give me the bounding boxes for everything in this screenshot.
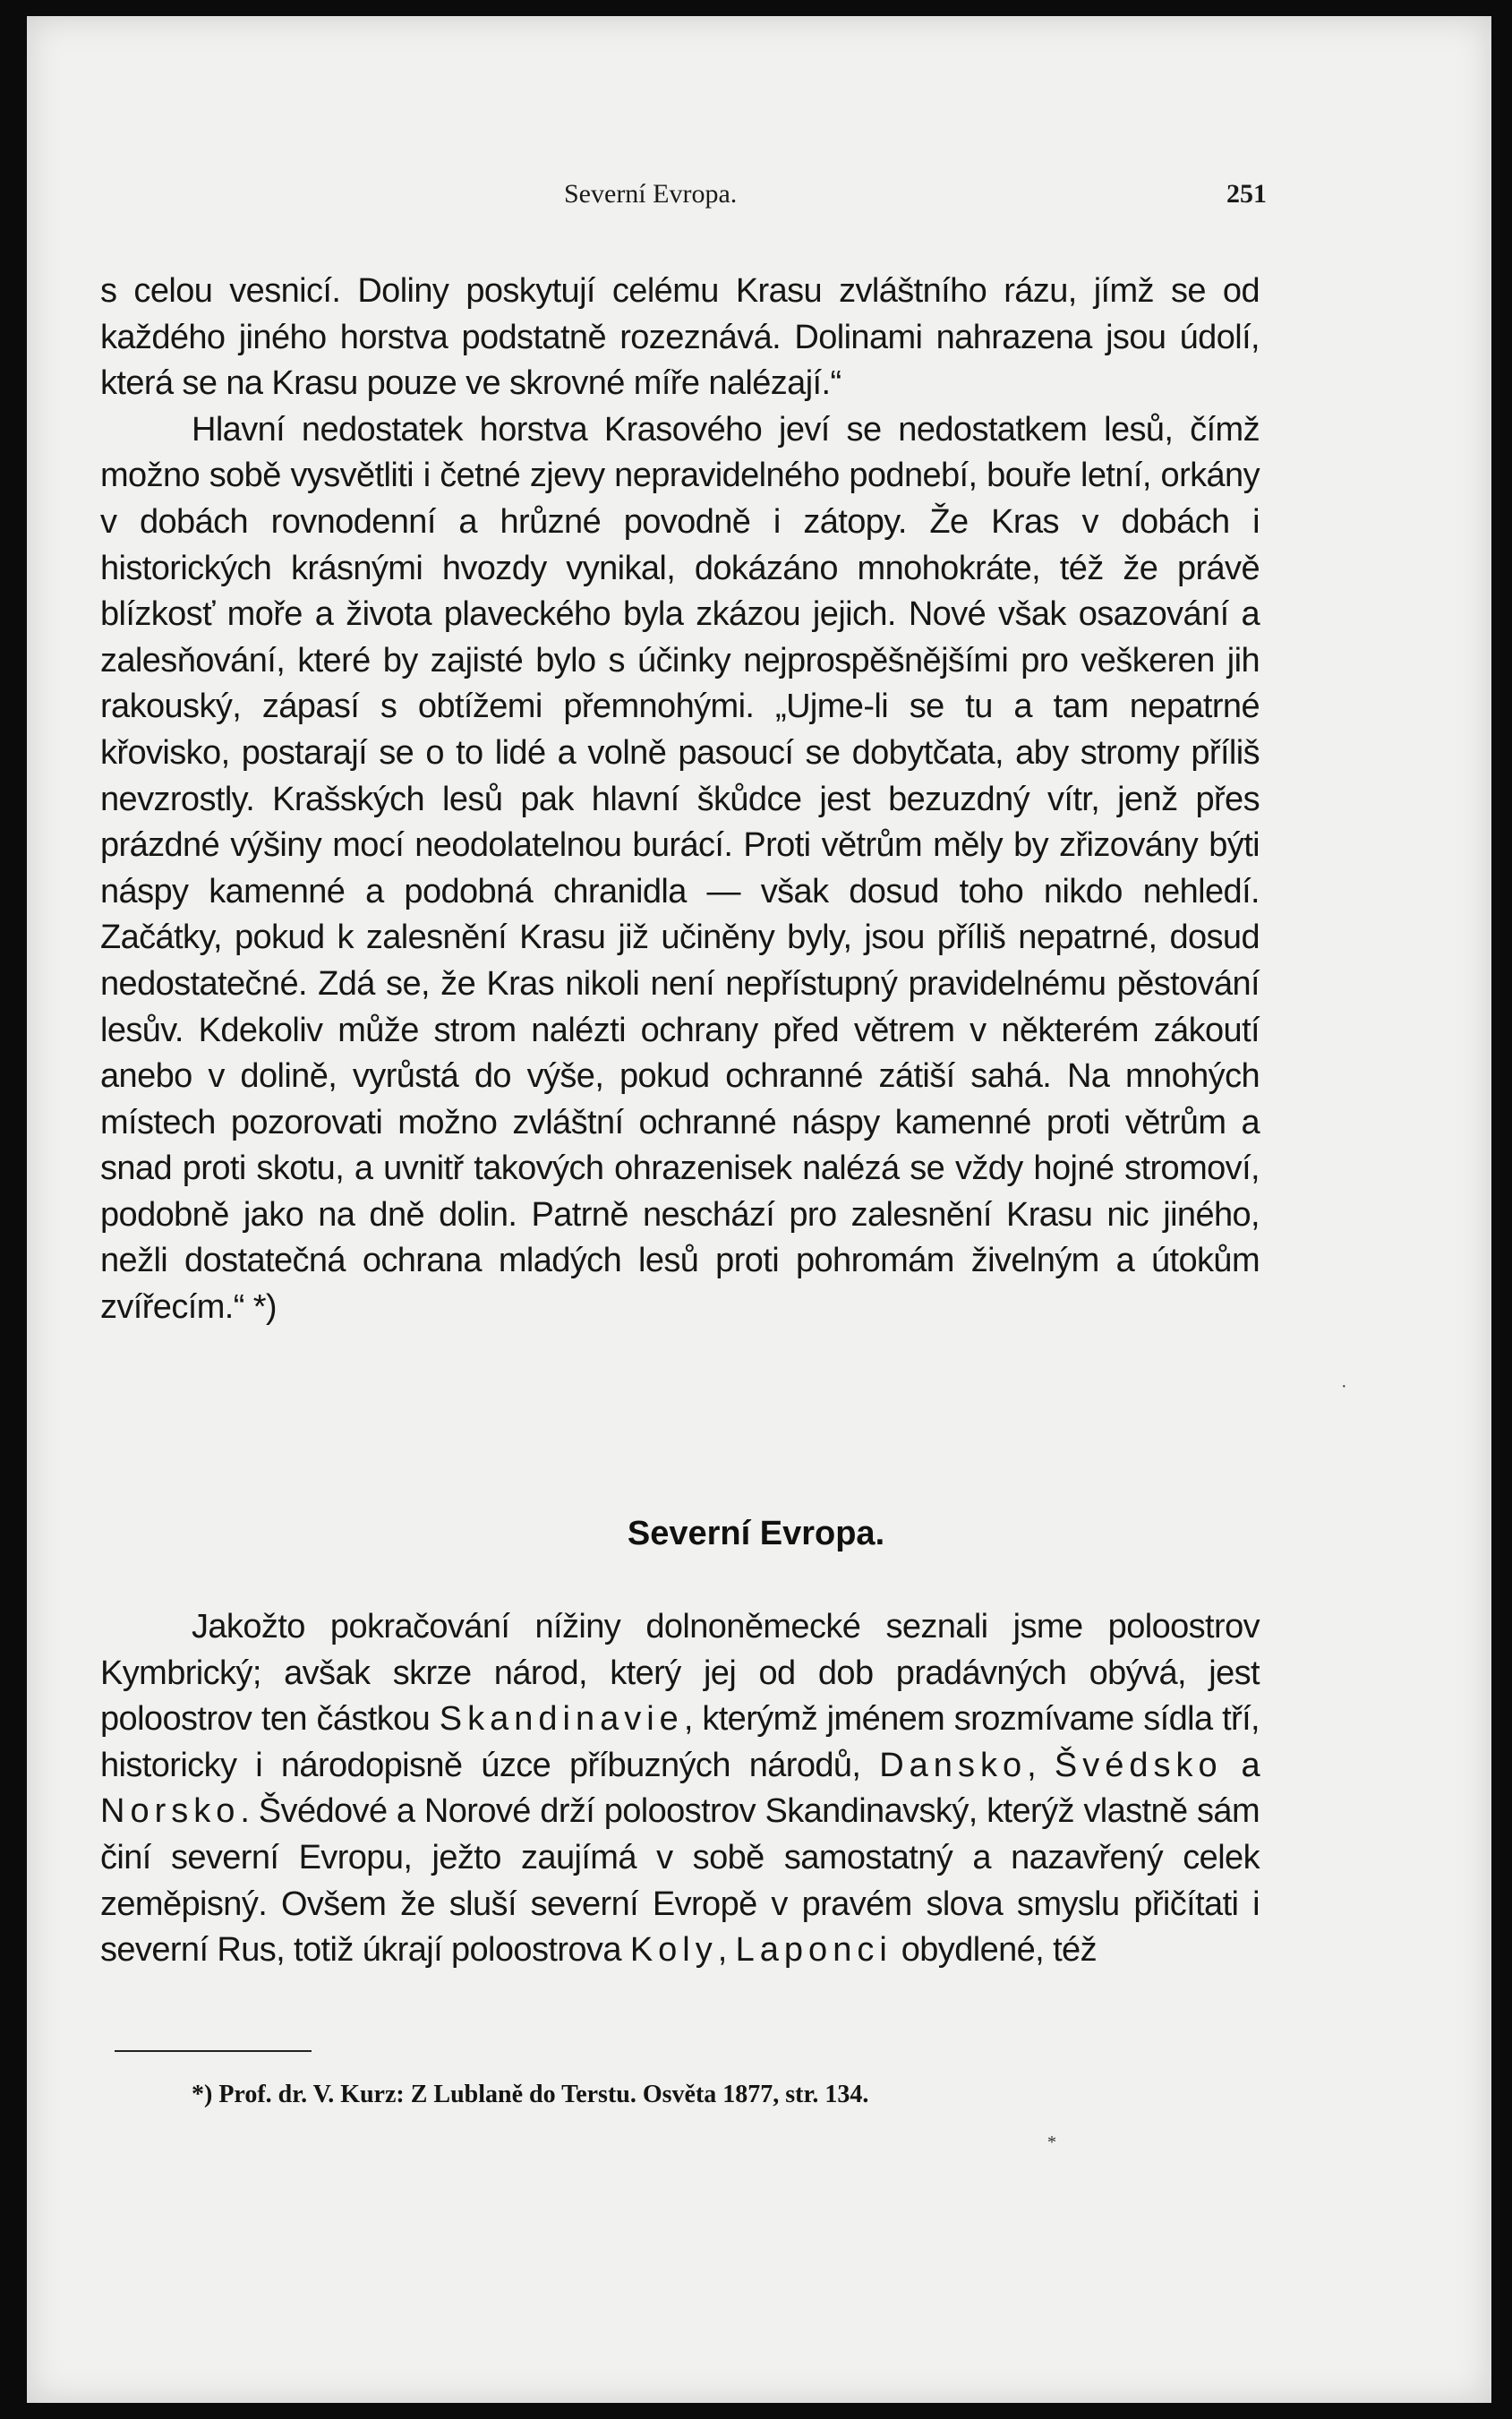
section-heading: Severní Evropa. [627, 1515, 885, 1552]
text-run: , kterýmž jménem srozmívame sídla tří, historicky i národopisně úzce příbuzných národů, [100, 1700, 1260, 1784]
footnote: *) Prof. dr. V. Kurz: Z Lublaně do Terstu. Osvěta 1877, str. 134. [192, 2081, 869, 2108]
text-run: . Švédové a Norové drží poloostrov Skandinavský, kterýž vlastně sám činí severní Evropu, ježto zaujímá v sobě samostatný a nazavřený celek zeměpisný. Ovšem že sluší severní Evropě v pravém slova smyslu přičítati i severní Rus, totiž úkrají poloostrova [100, 1792, 1260, 1970]
section-text [100, 1604, 1260, 1974]
spaced-term-scandinavia: Skandinavie [439, 1700, 684, 1739]
text-run: a [1222, 1746, 1260, 1784]
spaced-term-dansko: Dansko [879, 1746, 1028, 1784]
spaced-term-svedsko: Švédsko [1054, 1746, 1223, 1784]
text-run: obydlené, též [892, 1931, 1097, 1970]
footnote-rule [115, 2050, 312, 2052]
speck-mark: · [1341, 1377, 1347, 1397]
main-text [100, 269, 1260, 1331]
paragraph-northern-europe [100, 1604, 1260, 1974]
paragraph-continuation: s celou vesnicí. Doliny poskytují celému Krasu zvláštního rázu, jímž se od každého jiného horstva podstatně rozeznává. Dolinami nahrazena jsou údolí, která se na Krasu pouze ve skrovné míře nalézají.“ [100, 272, 1260, 403]
page-number: 251 [1226, 179, 1267, 209]
speck-mark: * [1047, 2133, 1056, 2152]
text-run: , [717, 1931, 736, 1970]
paragraph-karst-forests: Hlavní nedostatek horstva Krasového jeví se nedostatkem lesů, čímž možno sobě vysvětliti i četné zjevy nepravidelného podnebí, bouře letní, orkány v dobách rovnodenní a hrůzné povodně i zátopy. Že Kras v dobách i historických krásnými hvozdy vynikal, dokázáno mnohokráte, též že právě blízkosť moře a života plaveckého byla zkázou jejich. Nové však osazování a zalesňování, které by zajisté bylo s účinky nejprospěšnějšími pro veškeren jih rakouský, zápasí s obtížemi přemnohými. „Ujme-li se tu a tam nepatrné křovisko, postarají se o to lidé a volně pasoucí se dobytčata, aby stromy příliš nevzrostly. Krašských lesů pak hlavní škůdce jest bezuzdný vítr, jenž přes prázdné výšiny mocí neodolatelnou burácí. Proti větrům měly by zřizovány býti náspy kamenné a podobná chranidla — však dosud toho nikdo nehledí. Začátky, pokud k zalesnění Krasu již učiněny byly, jsou příliš nepatrné, dosud nedostatečné. Zdá se, že Kras nikoli není nepřístupný pravidelnému pěstování lesův. Kdekoliv může strom nalézti ochrany před větrem v některém zákoutí anebo v dolině, vyrůstá do výše, pokud ochranné zátiší sahá. Na mnohých místech pozorovati možno zvláštní ochranné náspy kamenné proti větrům a snad proti skotu, a uvnitř takových ohrazenisek nalézá se vždy hojné stromoví, podobně jako na dně dolin. Patrně neschází pro zalesnění Krasu nic jiného, nežli dostatečná ochrana mladých lesů proti pohromám živelným a útokům zvířecím.“ *) [100, 410, 1260, 1327]
text-run: , [1027, 1746, 1055, 1784]
running-title: Severní Evropa. [564, 179, 738, 209]
text-run: Jakožto pokračování nížiny dolnoněmecké seznali jsme poloostrov Kymbrický; avšak skrze národ, který jej od dob pradávných obývá, jest poloostrov ten částkou [100, 1608, 1260, 1739]
running-header [98, 179, 1267, 215]
spaced-term-laponci: Laponci [735, 1931, 893, 1970]
spaced-term-koly: Koly [629, 1931, 718, 1970]
spaced-term-norsko: Norsko [100, 1792, 241, 1831]
